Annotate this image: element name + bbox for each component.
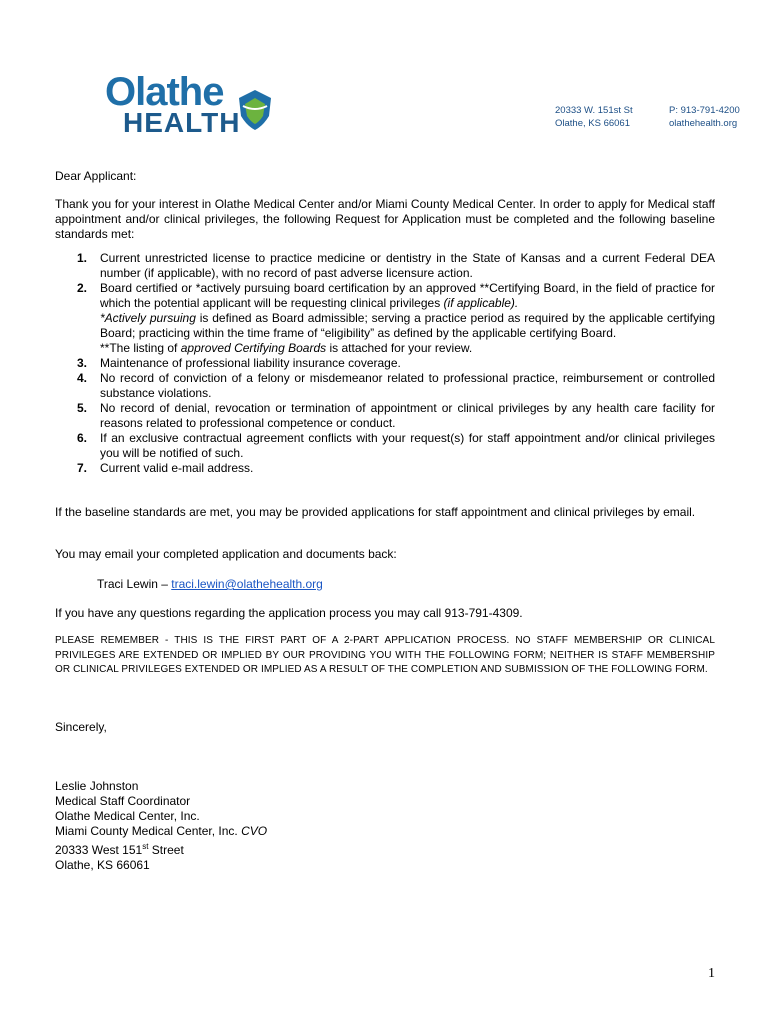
signature-block bbox=[55, 779, 715, 873]
organization-2-name: Miami County Medical Center, Inc. bbox=[55, 824, 242, 838]
actively-pursuing-term: *Actively pursuing bbox=[100, 311, 196, 325]
street-name: Street bbox=[148, 843, 184, 857]
phone-number: P: 913-791-4200 bbox=[669, 105, 740, 116]
organization-2-cvo: CVO bbox=[241, 824, 268, 838]
list-item-text: Current unrestricted license to practice medicine or dentistry in the State of Kansas and a current Federal DEA number (if applicable), with no record of past adverse licensure action. bbox=[100, 251, 715, 280]
list-item bbox=[55, 371, 715, 401]
list-item-text: Current valid e-mail address. bbox=[100, 461, 254, 475]
list-item-text: If an exclusive contractual agreement conflicts with your request(s) for staff appointment and/or clinical privileges you will be notified of such. bbox=[100, 431, 715, 460]
list-item bbox=[55, 281, 715, 311]
list-item-number: 5. bbox=[77, 401, 88, 415]
list-item-italic-note: (if applicable). bbox=[443, 296, 519, 310]
street-ordinal: st bbox=[142, 842, 149, 851]
intro-paragraph: Thank you for your interest in Olathe Medical Center and/or Miami County Medical Center. In order to apply for Medical staff appointment and/or clinical privileges, the following Request for Application must be completed and the following baseline standards met: bbox=[55, 197, 715, 241]
list-item bbox=[55, 251, 715, 281]
list-item-text: Board certified or *actively pursuing board certification by an approved **Certifying Board, in the field of practice for which the potential applicant will be requesting clinical privileges bbox=[100, 281, 715, 310]
address-line-1: 20333 W. 151st St bbox=[555, 105, 633, 116]
website-link[interactable]: olathehealth.org bbox=[669, 118, 738, 129]
contact-line bbox=[97, 577, 697, 592]
list-item-number: 6. bbox=[77, 431, 88, 445]
logo-text-olathe: Olathe bbox=[105, 70, 224, 114]
list-item-number: 4. bbox=[77, 371, 88, 385]
baseline-met-paragraph: If the baseline standards are met, you may be provided applications for staff appointment and clinical privileges by email. bbox=[55, 505, 696, 519]
list-item-number: 7. bbox=[77, 461, 88, 475]
list-item-text: Maintenance of professional liability insurance coverage. bbox=[100, 356, 401, 370]
page-number: 1 bbox=[708, 966, 715, 981]
contact-email-link[interactable]: traci.lewin@olathehealth.org bbox=[171, 577, 323, 591]
certifying-boards-italic: approved Certifying Boards bbox=[180, 341, 327, 355]
olathe-health-logo bbox=[105, 72, 280, 144]
please-remember-notice: PLEASE REMEMBER - THIS IS THE FIRST PART OF A 2-PART APPLICATION PROCESS. NO STAFF MEMBERSHIP OR CLINICAL PRIVILEGES ARE EXTENDED OR IMPLIED BY OUR PROVIDING YOU WITH THE FOLLOWING FORM; NEITHER IS STAFF MEMBERSHIP OR CLINICAL PRIVILEGES EXTENDED OR IMPLIED AS A RESULT OF THE COMPLETION AND SUBMISSION OF THE FOLLOWING FORM. bbox=[55, 635, 715, 676]
list-item-number: 1. bbox=[77, 251, 88, 265]
organization-2 bbox=[55, 824, 715, 839]
address-line-2: Olathe, KS 66061 bbox=[555, 118, 630, 129]
list-item-number: 3. bbox=[77, 356, 88, 370]
closing: Sincerely, bbox=[55, 720, 107, 734]
baseline-standards-list bbox=[55, 251, 715, 476]
certifying-boards-prefix: **The listing of bbox=[100, 341, 181, 355]
list-item-number: 2. bbox=[77, 281, 88, 295]
signer-title: Medical Staff Coordinator bbox=[55, 794, 191, 808]
shield-leaf-icon bbox=[235, 86, 275, 132]
actively-pursuing-definition: is defined as Board admissible; serving a practice period as required by the applicable certifying Board; practicing within the time frame of “eligibility” as defined by the applicable certifying Board. bbox=[100, 311, 715, 340]
certifying-boards-note bbox=[55, 341, 715, 356]
letterhead-address bbox=[555, 104, 633, 130]
contact-name: Traci Lewin – bbox=[97, 577, 172, 591]
street-address bbox=[55, 839, 715, 858]
list-item-text: No record of conviction of a felony or misdemeanor related to professional practice, reimbursement or controlled substance violations. bbox=[100, 371, 715, 400]
list-item bbox=[55, 431, 715, 461]
street-number: 20333 West 151 bbox=[55, 843, 143, 857]
logo-text-health: HEALTH bbox=[123, 107, 241, 138]
city-state-zip: Olathe, KS 66061 bbox=[55, 858, 150, 872]
salutation: Dear Applicant: bbox=[55, 169, 137, 183]
signer-name: Leslie Johnston bbox=[55, 779, 139, 793]
letterhead-contact bbox=[669, 104, 740, 130]
certifying-boards-suffix: is attached for your review. bbox=[326, 341, 473, 355]
actively-pursuing-note bbox=[55, 311, 715, 341]
organization-1: Olathe Medical Center, Inc. bbox=[55, 809, 200, 823]
email-back-paragraph: You may email your completed application and documents back: bbox=[55, 547, 397, 561]
list-item bbox=[55, 461, 715, 476]
list-item-text: No record of denial, revocation or termination of appointment or clinical privileges by any health care facility for reasons related to professional competence or conduct. bbox=[100, 401, 715, 430]
list-item bbox=[55, 356, 715, 371]
list-item bbox=[55, 401, 715, 431]
questions-paragraph: If you have any questions regarding the application process you may call 913-791-4309. bbox=[55, 606, 523, 620]
